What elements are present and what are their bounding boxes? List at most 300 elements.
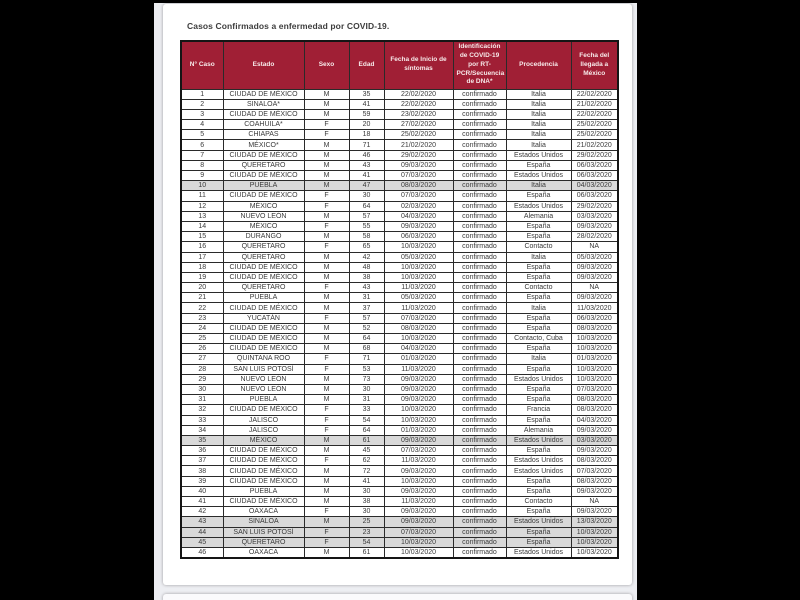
table-cell: F	[304, 283, 349, 293]
table-cell: confirmado	[453, 181, 506, 191]
table-cell: 41	[349, 171, 384, 181]
table-cell: España	[506, 364, 571, 374]
table-cell: España	[506, 486, 571, 496]
table-cell: 01/03/2020	[384, 425, 453, 435]
table-cell: 09/03/2020	[571, 446, 618, 456]
table-cell: 08/03/2020	[571, 323, 618, 333]
table-cell: M	[304, 446, 349, 456]
table-cell: confirmado	[453, 99, 506, 109]
table-cell: España	[506, 221, 571, 231]
table-cell: Estados Unidos	[506, 517, 571, 527]
table-cell: 4	[181, 120, 223, 130]
table-cell: confirmado	[453, 252, 506, 262]
table-cell: 04/03/2020	[571, 415, 618, 425]
table-row	[181, 313, 618, 323]
table-row	[181, 364, 618, 374]
table-cell: M	[304, 160, 349, 170]
table-row	[181, 476, 618, 486]
table-cell: Estados Unidos	[506, 456, 571, 466]
table-cell: 34	[181, 425, 223, 435]
table-cell: 64	[349, 425, 384, 435]
table-cell: 3	[181, 109, 223, 119]
table-cell: España	[506, 272, 571, 282]
table-cell: 72	[349, 466, 384, 476]
table-cell: 10/03/2020	[571, 334, 618, 344]
table-cell: 09/03/2020	[384, 384, 453, 394]
table-cell: 11/03/2020	[571, 303, 618, 313]
table-cell: 10/03/2020	[384, 537, 453, 547]
table-cell: Italia	[506, 120, 571, 130]
table-cell: confirmado	[453, 435, 506, 445]
table-cell: F	[304, 313, 349, 323]
table-cell: OAXACA	[223, 547, 304, 557]
table-cell: confirmado	[453, 395, 506, 405]
table-cell: MÉXICO	[223, 435, 304, 445]
table-cell: 43	[181, 517, 223, 527]
table-cell: confirmado	[453, 160, 506, 170]
table-cell: 08/03/2020	[571, 395, 618, 405]
table-row	[181, 334, 618, 344]
table-cell: Contacto	[506, 497, 571, 507]
table-cell: 36	[181, 446, 223, 456]
table-cell: QUERETARO	[223, 242, 304, 252]
table-cell: 10/03/2020	[384, 547, 453, 557]
table-row	[181, 201, 618, 211]
table-cell: 17	[181, 252, 223, 262]
table-cell: 29	[181, 374, 223, 384]
table-cell: 23	[181, 313, 223, 323]
table-cell: 38	[349, 497, 384, 507]
table-cell: M	[304, 303, 349, 313]
table-cell: CHIAPAS	[223, 130, 304, 140]
table-cell: 05/03/2020	[384, 252, 453, 262]
table-cell: 31	[349, 395, 384, 405]
table-cell: confirmado	[453, 242, 506, 252]
table-cell: 43	[349, 283, 384, 293]
table-cell: España	[506, 537, 571, 547]
table-cell: DURANGO	[223, 232, 304, 242]
column-header: Fecha del llegada a México	[571, 41, 618, 89]
table-cell: 15	[181, 232, 223, 242]
table-row	[181, 497, 618, 507]
table-cell: F	[304, 537, 349, 547]
table-cell: Contacto	[506, 283, 571, 293]
table-cell: CIUDAD DE MÉXICO	[223, 466, 304, 476]
table-cell: España	[506, 395, 571, 405]
table-cell: CIUDAD DE MÉXICO	[223, 150, 304, 160]
table-cell: España	[506, 384, 571, 394]
table-cell: Italia	[506, 130, 571, 140]
table-cell: 06/03/2020	[571, 160, 618, 170]
table-cell: F	[304, 507, 349, 517]
table-cell: 30	[349, 191, 384, 201]
table-cell: Contacto	[506, 242, 571, 252]
table-cell: MÉXICO*	[223, 140, 304, 150]
table-cell: Estados Unidos	[506, 171, 571, 181]
table-row	[181, 395, 618, 405]
column-header: Sexo	[304, 41, 349, 89]
table-cell: España	[506, 160, 571, 170]
table-cell: 10/03/2020	[571, 364, 618, 374]
table-cell: 25/02/2020	[384, 130, 453, 140]
covid-cases-table	[180, 40, 619, 559]
table-cell: 23	[349, 527, 384, 537]
table-cell: 03/03/2020	[571, 435, 618, 445]
table-cell: 11	[181, 191, 223, 201]
table-cell: CIUDAD DE MÉXICO	[223, 446, 304, 456]
table-cell: CIUDAD DE MÉXICO	[223, 109, 304, 119]
table-cell: España	[506, 262, 571, 272]
table-cell: 09/03/2020	[384, 486, 453, 496]
table-cell: confirmado	[453, 89, 506, 99]
header-row	[181, 41, 618, 89]
table-cell: confirmado	[453, 171, 506, 181]
table-cell: NUEVO LEÓN	[223, 211, 304, 221]
table-cell: confirmado	[453, 272, 506, 282]
document-page	[163, 4, 632, 585]
table-cell: 37	[349, 303, 384, 313]
table-cell: Francia	[506, 405, 571, 415]
table-row	[181, 89, 618, 99]
table-cell: SINALOA*	[223, 99, 304, 109]
table-cell: 10/03/2020	[384, 405, 453, 415]
table-cell: 46	[181, 547, 223, 557]
table-row	[181, 405, 618, 415]
table-cell: 38	[349, 272, 384, 282]
table-cell: 09/03/2020	[384, 395, 453, 405]
table-cell: Italia	[506, 89, 571, 99]
table-cell: 42	[181, 507, 223, 517]
table-cell: España	[506, 476, 571, 486]
table-cell: 08/03/2020	[571, 405, 618, 415]
table-cell: 61	[349, 435, 384, 445]
table-cell: 9	[181, 171, 223, 181]
table-cell: 25	[181, 334, 223, 344]
table-cell: 25/02/2020	[571, 130, 618, 140]
table-cell: 09/03/2020	[571, 262, 618, 272]
table-cell: Italia	[506, 99, 571, 109]
table-cell: 07/03/2020	[571, 466, 618, 476]
table-cell: 09/03/2020	[571, 507, 618, 517]
table-cell: 09/03/2020	[571, 425, 618, 435]
table-cell: M	[304, 486, 349, 496]
table-cell: 23/02/2020	[384, 109, 453, 119]
table-row	[181, 354, 618, 364]
table-cell: 13	[181, 211, 223, 221]
table-cell: 09/03/2020	[384, 507, 453, 517]
table-cell: Estados Unidos	[506, 374, 571, 384]
table-cell: SAN LUIS POTOSÍ	[223, 364, 304, 374]
table-cell: M	[304, 547, 349, 557]
table-cell: 62	[349, 456, 384, 466]
table-cell: confirmado	[453, 497, 506, 507]
table-cell: confirmado	[453, 384, 506, 394]
table-row	[181, 527, 618, 537]
table-cell: 22	[181, 303, 223, 313]
table-cell: M	[304, 374, 349, 384]
table-cell: 09/03/2020	[384, 466, 453, 476]
table-cell: España	[506, 323, 571, 333]
table-cell: Italia	[506, 181, 571, 191]
table-row	[181, 486, 618, 496]
table-cell: confirmado	[453, 486, 506, 496]
table-cell: 07/03/2020	[384, 527, 453, 537]
table-cell: 32	[181, 405, 223, 415]
table-cell: 52	[349, 323, 384, 333]
table-cell: 06/03/2020	[571, 313, 618, 323]
table-cell: 10/03/2020	[571, 527, 618, 537]
table-cell: 10/03/2020	[384, 415, 453, 425]
table-body	[181, 89, 618, 558]
column-header: Fecha de Inicio de síntomas	[384, 41, 453, 89]
table-cell: 20	[349, 120, 384, 130]
table-cell: 64	[349, 334, 384, 344]
table-cell: 10/03/2020	[571, 537, 618, 547]
viewer-background	[154, 3, 637, 600]
table-cell: 73	[349, 374, 384, 384]
table-cell: M	[304, 211, 349, 221]
table-cell: 19	[181, 272, 223, 282]
table-cell: 71	[349, 354, 384, 364]
table-cell: M	[304, 384, 349, 394]
table-cell: M	[304, 293, 349, 303]
table-cell: confirmado	[453, 344, 506, 354]
table-cell: Estados Unidos	[506, 547, 571, 557]
table-cell: 09/03/2020	[384, 435, 453, 445]
column-header: Edad	[349, 41, 384, 89]
table-cell: 20	[181, 283, 223, 293]
table-cell: M	[304, 497, 349, 507]
table-cell: JALISCO	[223, 415, 304, 425]
table-cell: España	[506, 415, 571, 425]
table-cell: Estados Unidos	[506, 435, 571, 445]
table-cell: CIUDAD DE MÉXICO	[223, 334, 304, 344]
table-cell: 71	[349, 140, 384, 150]
table-cell: 33	[181, 415, 223, 425]
table-cell: CIUDAD DE MÉXICO	[223, 476, 304, 486]
table-cell: Italia	[506, 303, 571, 313]
table-cell: confirmado	[453, 446, 506, 456]
table-cell: 08/03/2020	[571, 456, 618, 466]
table-cell: M	[304, 466, 349, 476]
table-cell: NA	[571, 242, 618, 252]
table-cell: 11/03/2020	[384, 303, 453, 313]
table-cell: España	[506, 344, 571, 354]
table-cell: 10/03/2020	[571, 374, 618, 384]
table-cell: M	[304, 89, 349, 99]
table-cell: 35	[181, 435, 223, 445]
table-cell: F	[304, 456, 349, 466]
table-cell: M	[304, 150, 349, 160]
table-cell: 5	[181, 130, 223, 140]
table-cell: YUCATÁN	[223, 313, 304, 323]
table-cell: M	[304, 395, 349, 405]
table-cell: CIUDAD DE MÉXICO	[223, 191, 304, 201]
table-cell: 08/03/2020	[384, 181, 453, 191]
table-cell: 06/03/2020	[571, 191, 618, 201]
table-cell: 10/03/2020	[384, 476, 453, 486]
table-cell: confirmado	[453, 405, 506, 415]
table-cell: CIUDAD DE MÉXICO	[223, 344, 304, 354]
table-cell: M	[304, 171, 349, 181]
table-cell: España	[506, 293, 571, 303]
table-cell: 41	[349, 99, 384, 109]
table-cell: 18	[349, 130, 384, 140]
column-header: Procedencia	[506, 41, 571, 89]
table-cell: 27	[181, 354, 223, 364]
table-cell: 47	[349, 181, 384, 191]
table-cell: 10/03/2020	[384, 262, 453, 272]
table-cell: 02/03/2020	[384, 201, 453, 211]
table-cell: España	[506, 527, 571, 537]
table-cell: confirmado	[453, 120, 506, 130]
table-cell: 29/02/2020	[571, 150, 618, 160]
table-cell: 41	[181, 497, 223, 507]
table-cell: M	[304, 517, 349, 527]
table-cell: confirmado	[453, 517, 506, 527]
table-cell: 09/03/2020	[384, 221, 453, 231]
document-title: Casos Confirmados a enfermedad por COVID-19.	[187, 21, 390, 31]
table-cell: confirmado	[453, 456, 506, 466]
table-cell: PUEBLA	[223, 293, 304, 303]
table-row	[181, 384, 618, 394]
table-row	[181, 466, 618, 476]
table-cell: confirmado	[453, 476, 506, 486]
table-cell: NA	[571, 497, 618, 507]
table-cell: NA	[571, 283, 618, 293]
table-cell: 30	[181, 384, 223, 394]
table-cell: 07/03/2020	[384, 446, 453, 456]
table-cell: confirmado	[453, 313, 506, 323]
table-cell: confirmado	[453, 334, 506, 344]
table-cell: 61	[349, 547, 384, 557]
table-cell: 43	[349, 160, 384, 170]
table-cell: confirmado	[453, 303, 506, 313]
table-cell: NUEVO LEÓN	[223, 374, 304, 384]
table-row	[181, 456, 618, 466]
table-cell: 39	[181, 476, 223, 486]
table-cell: F	[304, 130, 349, 140]
table-cell: CIUDAD DE MÉXICO	[223, 272, 304, 282]
table-cell: COAHUILA*	[223, 120, 304, 130]
table-cell: 7	[181, 150, 223, 160]
table-cell: 65	[349, 242, 384, 252]
table-cell: QUINTANA ROO	[223, 354, 304, 364]
table-cell: 57	[349, 313, 384, 323]
table-cell: 11/03/2020	[384, 456, 453, 466]
table-cell: PUEBLA	[223, 181, 304, 191]
table-cell: F	[304, 405, 349, 415]
table-cell: confirmado	[453, 527, 506, 537]
table-cell: F	[304, 354, 349, 364]
table-cell: España	[506, 313, 571, 323]
table-cell: NUEVO LEÓN	[223, 384, 304, 394]
table-row	[181, 435, 618, 445]
table-row	[181, 293, 618, 303]
table-cell: 04/03/2020	[384, 211, 453, 221]
table-cell: F	[304, 201, 349, 211]
table-cell: CIUDAD DE MÉXICO	[223, 497, 304, 507]
table-cell: 45	[349, 446, 384, 456]
table-cell: M	[304, 344, 349, 354]
table-row	[181, 323, 618, 333]
table-cell: 13/03/2020	[571, 517, 618, 527]
table-cell: confirmado	[453, 211, 506, 221]
table-cell: 10/03/2020	[384, 334, 453, 344]
table-cell: 03/03/2020	[571, 211, 618, 221]
table-cell: CIUDAD DE MÉXICO	[223, 303, 304, 313]
table-cell: 21	[181, 293, 223, 303]
table-cell: 38	[181, 466, 223, 476]
table-cell: España	[506, 446, 571, 456]
table-header	[181, 41, 618, 89]
table-cell: 57	[349, 211, 384, 221]
table-cell: 48	[349, 262, 384, 272]
table-cell: 21/02/2020	[571, 99, 618, 109]
table-cell: M	[304, 476, 349, 486]
table-cell: confirmado	[453, 425, 506, 435]
table-cell: 09/03/2020	[571, 293, 618, 303]
table-cell: 59	[349, 109, 384, 119]
table-cell: 30	[349, 507, 384, 517]
table-cell: Alemania	[506, 425, 571, 435]
table-cell: M	[304, 99, 349, 109]
table-cell: QUERETARO	[223, 537, 304, 547]
table-cell: 6	[181, 140, 223, 150]
table-cell: 53	[349, 364, 384, 374]
table-cell: 41	[349, 476, 384, 486]
table-cell: 09/03/2020	[384, 160, 453, 170]
table-cell: 09/03/2020	[571, 221, 618, 231]
table-cell: confirmado	[453, 415, 506, 425]
table-cell: M	[304, 232, 349, 242]
table-cell: 11/03/2020	[384, 283, 453, 293]
table-cell: 42	[349, 252, 384, 262]
table-cell: confirmado	[453, 221, 506, 231]
table-cell: 29/02/2020	[571, 201, 618, 211]
table-cell: confirmado	[453, 130, 506, 140]
table-row	[181, 221, 618, 231]
table-cell: confirmado	[453, 547, 506, 557]
table-cell: M	[304, 140, 349, 150]
table-row	[181, 344, 618, 354]
table-cell: 07/03/2020	[384, 313, 453, 323]
table-cell: 35	[349, 89, 384, 99]
table-row	[181, 446, 618, 456]
table-cell: 09/03/2020	[384, 517, 453, 527]
table-cell: 58	[349, 232, 384, 242]
table-cell: 09/03/2020	[571, 272, 618, 282]
table-cell: confirmado	[453, 109, 506, 119]
table-cell: 11/03/2020	[384, 364, 453, 374]
table-cell: 06/03/2020	[571, 171, 618, 181]
table-cell: 11/03/2020	[384, 497, 453, 507]
table-cell: MÉXICO	[223, 201, 304, 211]
table-cell: 22/02/2020	[384, 99, 453, 109]
table-cell: 08/03/2020	[571, 476, 618, 486]
table-cell: M	[304, 252, 349, 262]
column-header: N° Caso	[181, 41, 223, 89]
table-cell: 54	[349, 537, 384, 547]
table-cell: CIUDAD DE MÉXICO	[223, 456, 304, 466]
table-cell: Italia	[506, 109, 571, 119]
table-row	[181, 211, 618, 221]
table-row	[181, 99, 618, 109]
table-cell: 55	[349, 221, 384, 231]
table-row	[181, 374, 618, 384]
table-cell: M	[304, 435, 349, 445]
table-row	[181, 252, 618, 262]
